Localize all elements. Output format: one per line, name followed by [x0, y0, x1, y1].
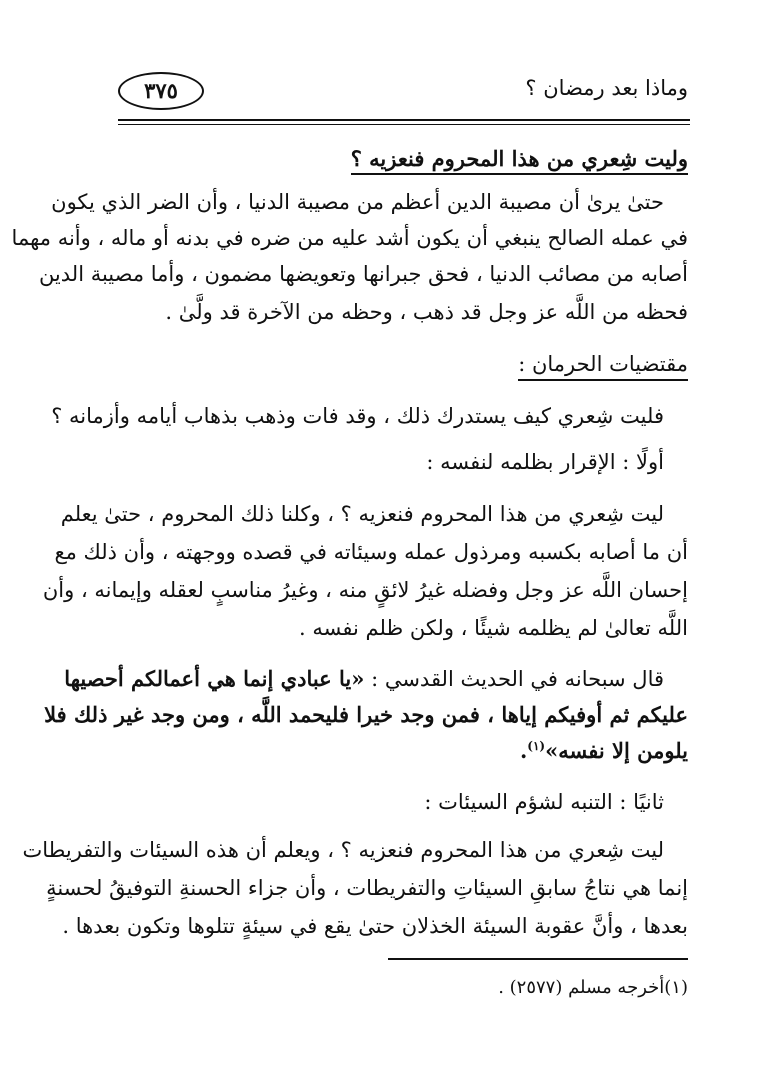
text-line [351, 146, 688, 171]
text-line [62, 914, 688, 938]
footnote-reference: (١) [527, 739, 546, 753]
text-line [165, 300, 688, 324]
line-text: بعدها ، وأنَّ عقوبة السيئة الخذلان حتىٰ يقع في سيئةٍ تتلوها وتكون بعدها . [62, 914, 688, 938]
line-text: ليت شِعري من هذا المحروم فنعزيه ؟ ، وكلنا ذلك المحروم ، حتىٰ يعلم [60, 502, 664, 526]
line-text: قال سبحانه في الحديث القدسي : [364, 667, 664, 691]
line-text: حتىٰ يرىٰ أن مصيبة الدين أعظم من مصيبة الدنيا ، وأن الضر الذي يكون [51, 190, 664, 214]
section-heading: وليت شِعري من هذا المحروم فنعزيه ؟ [351, 146, 688, 175]
hadith-quote: «يا عبادي إنما هي أعمالكم أحصيها [64, 666, 365, 691]
text-line [46, 876, 688, 900]
text-line [38, 262, 688, 286]
line-text: عليكم ثم أوفيكم إياها ، فمن وجد خيرا فليحمد اللَّه ، ومن وجد غير ذلك فلا [44, 702, 688, 727]
text-line [42, 578, 688, 602]
text-line [520, 738, 688, 763]
text-line [64, 666, 664, 691]
text-line [299, 616, 688, 640]
text-line [44, 702, 688, 727]
text-line [22, 838, 664, 862]
period: . [519, 738, 528, 763]
page-number-badge: ٣٧٥ [118, 72, 204, 110]
line-text: فحظه من اللَّه عز وجل قد ذهب ، وحظه من الآخرة قد ولَّىٰ . [165, 300, 688, 324]
line-text: إنما هي نتاجُ سابقِ السيئاتِ والتفريطات ، وأن جزاء الحسنةِ التوفيقُ لحسنةٍ [46, 876, 688, 900]
text-line [51, 404, 664, 428]
footnote: (١)أخرجه مسلم (٢٥٧٧) . [498, 977, 688, 998]
text-line [518, 352, 688, 376]
text-line [11, 226, 688, 250]
text-line [424, 790, 664, 814]
line-text: يلومن إلا نفسه» [545, 738, 688, 763]
line-text: إحسان اللَّه عز وجل وفضله غيرُ لائقٍ منه ، وغيرُ مناسبٍ لعقله وإيمانه ، وأن [42, 578, 688, 602]
text-line [426, 450, 664, 474]
line-text: أولًا : الإقرار بظلمه لنفسه : [426, 450, 664, 474]
running-header-title: وماذا بعد رمضان ؟ [525, 76, 688, 100]
header-rule-thin [118, 124, 690, 125]
line-text: في عمله الصالح ينبغي أن يكون أشد عليه من ضره في بدنه أو ماله ، وأنه مهما [11, 226, 688, 250]
line-text: اللَّه تعالىٰ لم يظلمه شيئًا ، ولكن ظلم نفسه . [299, 616, 688, 640]
line-text: فليت شِعري كيف يستدرك ذلك ، وقد فات وذهب بذهاب أيامه وأزمانه ؟ [51, 404, 664, 428]
line-text: ليت شِعري من هذا المحروم فنعزيه ؟ ، ويعلم أن هذه السيئات والتفريطات [22, 838, 664, 862]
line-text: ثانيًا : التنبه لشؤم السيئات : [424, 790, 664, 814]
line-text: أن ما أصابه بكسبه ومرذول عمله وسيئاته في قصده ووجهته ، وأن ذلك مع [54, 540, 688, 564]
subsection-heading: مقتضيات الحرمان : [518, 352, 688, 381]
text-line [54, 540, 688, 564]
text-line [60, 502, 664, 526]
footnote-separator [388, 958, 688, 960]
line-text: أصابه من مصائب الدنيا ، فحق جبرانها وتعويضها مضمون ، وأما مصيبة الدين [38, 262, 688, 286]
text-line [51, 190, 664, 214]
header-rule-thick [118, 119, 690, 121]
